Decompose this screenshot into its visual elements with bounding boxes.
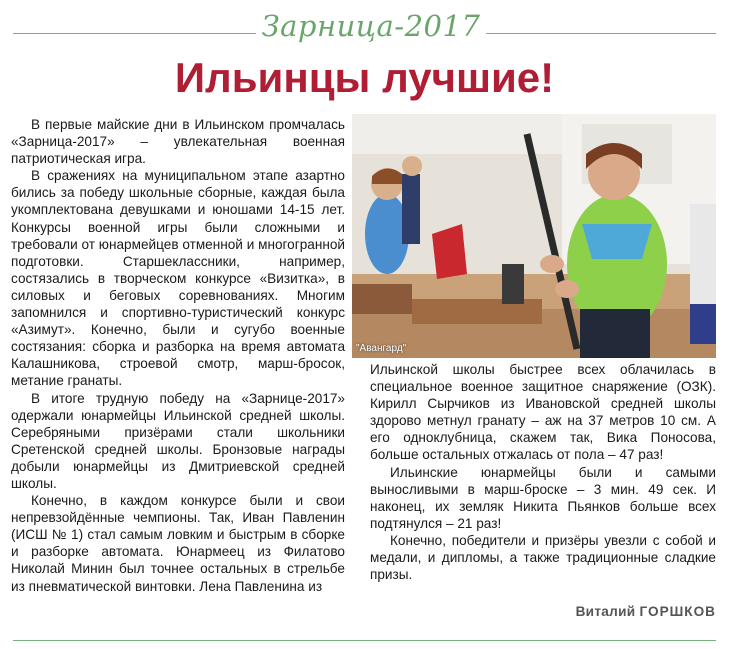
- article-column-left: [11, 116, 345, 595]
- paragraph: В первые майские дни в Ильинском промчалась «Зарница-2017» – увлекательная военная патриотическая игра.: [11, 117, 345, 167]
- paragraph: Конечно, победители и призёры увезли с собой и медали, и дипломы, а также традиционные сладкие призы.: [370, 532, 716, 583]
- article-photo: [352, 114, 716, 358]
- paragraph: Ильинской школы быстрее всех облачилась в специальное военное защитное снаряжение (ОЗК). Кирилл Сырчиков из Ивановской средней школы здорово метнул гранату – аж на 37 метров 10 см. А его одноклубница, скажем так, Вика Поносова, больше остальных отжалась от пола – 47 раз!: [370, 362, 716, 463]
- paragraph: Ильинские юнармейцы были и самыми выносливыми в марш-броске – 3 мин. 49 сек. И наконец, их земляк Никита Пьянков больше всех подтянулся – 21 раз!: [370, 464, 716, 531]
- section-rubric: Зарница-2017: [261, 9, 481, 43]
- photo-illustration: [352, 114, 716, 358]
- article-column-right: [370, 361, 716, 583]
- paragraph: В сражениях на муниципальном этапе азартно бились за победу школьные сборные, каждая была укомплектована девушками и юношами 14-15 лет. Конкурсы военной игры были сложными и требовали от юнармейцев отменной и многогранной подготовки. Старшеклассники, например, состязались в творческом конкурсе «Визитка», в силовых и беговых соревнованиях. Многим запомнился и спортивно-туристический конкурс «Азимут». Конечно, были и сугубо военные состязания: сборка и разборка на время автомата Калашникова, строевой смотр, марш-бросок, метание гранаты.: [11, 168, 345, 389]
- author-last-name: ГОРШКОВ: [639, 604, 716, 619]
- author-byline: [420, 604, 716, 619]
- paragraph: В итоге трудную победу на «Зарнице-2017» одержали юнармейцы Ильинской средней школы. Серебряными призёрами стали школьники Сретенской средней школы. Бронзовые награды добыли юнармейцы из Дмитриевской средней школы.: [11, 390, 345, 491]
- bottom-rule: [13, 640, 716, 641]
- author-first-name: Виталий: [575, 604, 636, 619]
- paragraph: Конечно, в каждом конкурсе были и свои непревзойдённые чемпионы. Так, Иван Павленин (ИСШ № 1) стал самым ловким и быстрым в сборке и разборке автомата. Юнармеец из Филатово Николай Минин был точнее остальных в стрельбе из пневматической винтовки. Лена Павленина из: [11, 493, 345, 594]
- rubric-rule-left: [13, 33, 256, 34]
- photo-caption: "Авангард": [356, 343, 407, 354]
- article-headline: Ильинцы лучшие!: [174, 54, 555, 101]
- rubric-rule-right: [486, 33, 716, 34]
